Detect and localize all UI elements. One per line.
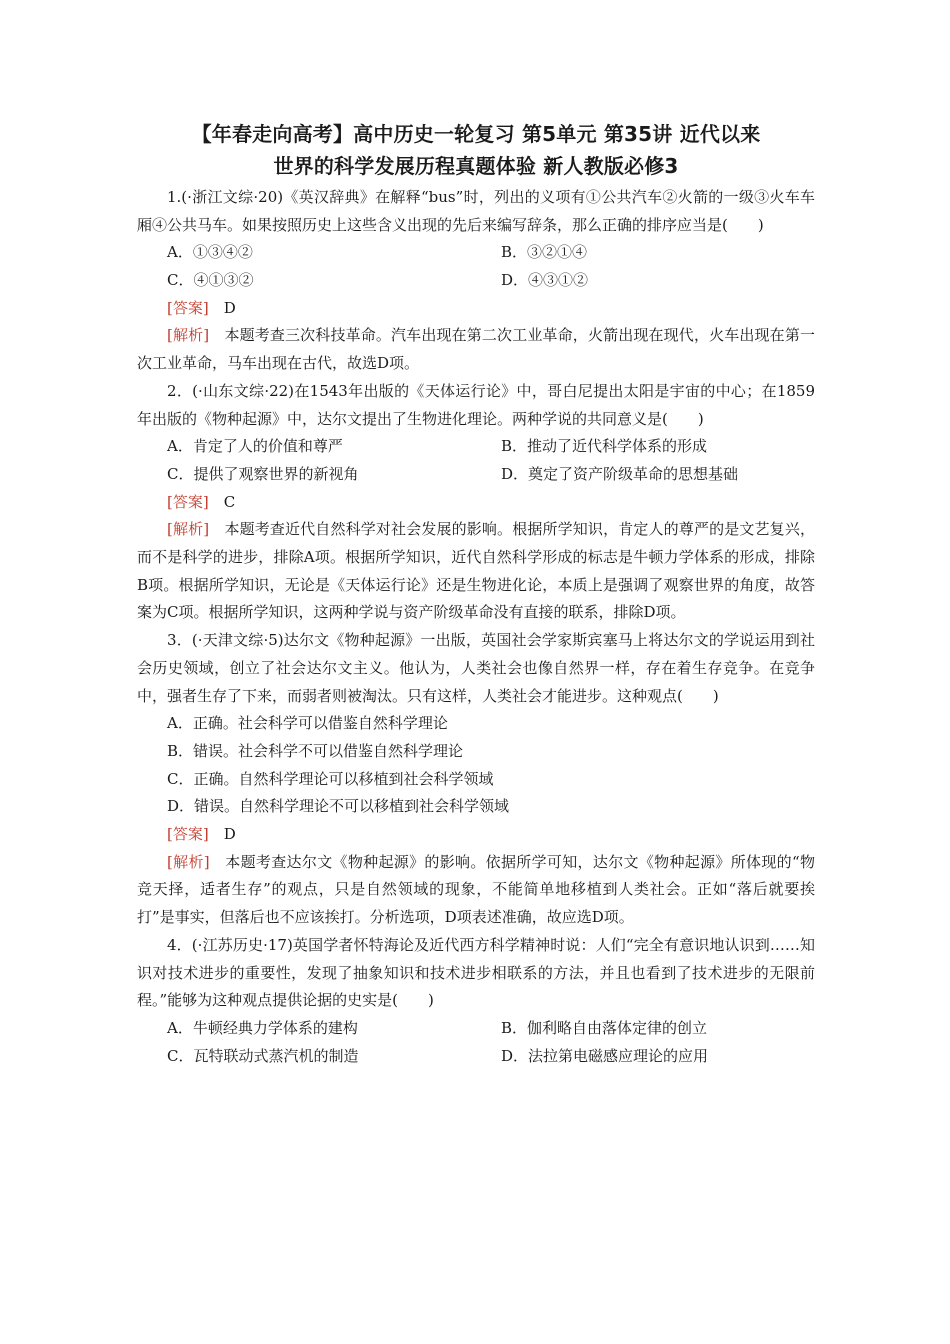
option-c: C．正确。自然科学理论可以移植到社会科学领域 xyxy=(167,769,494,788)
analysis-text: 本题考查三次科技革命。汽车出现在第二次工业革命，火箭出现在现代，火车出现在第一次工业革命，马车出现在古代，故选D项。 xyxy=(137,326,815,373)
option-b: B．推动了近代科学体系的形成 xyxy=(501,437,708,456)
document-page xyxy=(137,118,815,1070)
analysis-paragraph xyxy=(137,849,815,932)
answer-tag: [答案] xyxy=(167,492,209,511)
question-2 xyxy=(137,378,815,627)
analysis-paragraph xyxy=(137,322,815,377)
answer-tag: [答案] xyxy=(167,298,209,317)
question-stem: 3．(·天津文综·5)达尔文《物种起源》一出版，英国社会学家斯宾塞马上将达尔文的学说运用到社会历史领域，创立了社会达尔文主义。他认为，人类社会也像自然界一样，存在着生存竞争。在竞争中，强者生存了下来，而弱者则被淘汰。只有这样，人类社会才能进步。这种观点( ) xyxy=(137,631,815,705)
analysis-paragraph xyxy=(137,516,815,627)
option-c: C．提供了观察世界的新视角 xyxy=(167,464,359,483)
question-4 xyxy=(137,932,815,1070)
question-stem: 2．(·山东文综·22)在1543年出版的《天体运行论》中，哥白尼提出太阳是宇宙的中心；在1859年出版的《物种起源》中，达尔文提出了生物进化理论。两种学说的共同意义是( ) xyxy=(137,381,815,428)
answer-tag: [答案] xyxy=(167,825,209,844)
option-d: D．④③①② xyxy=(501,271,589,290)
title-line-1: 【年春走向高考】高中历史一轮复习 第5单元 第35讲 近代以来 xyxy=(191,122,761,146)
analysis-tag: [解析] xyxy=(167,520,210,539)
answer-line xyxy=(137,489,815,517)
answer-value: D xyxy=(223,298,236,317)
title-line-2: 世界的科学发展历程真题体验 新人教版必修3 xyxy=(273,154,679,178)
options xyxy=(137,433,815,488)
options xyxy=(137,1015,815,1070)
analysis-tag: [解析] xyxy=(167,852,210,871)
option-b: B．伽利略自由落体定律的创立 xyxy=(501,1018,708,1037)
option-a: A．正确。社会科学可以借鉴自然科学理论 xyxy=(167,714,448,733)
answer-line xyxy=(137,821,815,849)
answer-value: D xyxy=(223,825,236,844)
option-b: B．③②①④ xyxy=(501,243,588,262)
question-3 xyxy=(137,627,815,932)
option-b: B．错误。社会科学不可以借鉴自然科学理论 xyxy=(167,741,464,760)
analysis-text: 本题考查近代自然科学对社会发展的影响。根据所学知识，肯定人的尊严的是文艺复兴，而不是科学的进步，排除A项。根据所学知识，近代自然科学形成的标志是牛顿力学体系的形成，排除B项。根据所学知识，无论是《天体运行论》还是生物进化论，本质上是强调了观察世界的角度，故答案为C项。根据所学知识，这两种学说与资产阶级革命没有直接的联系，排除D项。 xyxy=(137,520,815,622)
question-stem: 1.(·浙江文综·20)《英汉辞典》在解释“bus”时，列出的义项有①公共汽车②火箭的一级③火车车厢④公共马车。如果按照历史上这些含义出现的先后来编写辞条，那么正确的排序应当是( ) xyxy=(137,188,815,234)
option-c: C．瓦特联动式蒸汽机的制造 xyxy=(167,1046,359,1065)
answer-value: C xyxy=(223,492,236,511)
option-a: A．①③④② xyxy=(167,243,253,262)
option-a: A．牛顿经典力学体系的建构 xyxy=(167,1018,358,1037)
option-d: D．奠定了资产阶级革命的思想基础 xyxy=(501,464,739,483)
option-d: D．错误。自然科学理论不可以移植到社会科学领域 xyxy=(167,797,510,816)
question-stem: 4．(·江苏历史·17)英国学者怀特海论及近代西方科学精神时说：人们“完全有意识地认识到……知识对技术进步的重要性，发现了抽象知识和技术进步相联系的方法，并且也看到了技术进步的无限前程。”能够为这种观点提供论据的史实是( ) xyxy=(137,935,815,1010)
options xyxy=(137,710,815,821)
document-title xyxy=(137,118,815,182)
option-a: A．肯定了人的价值和尊严 xyxy=(167,437,343,456)
answer-line xyxy=(137,295,815,323)
option-d: D．法拉第电磁感应理论的应用 xyxy=(501,1046,709,1065)
option-c: C．④①③② xyxy=(167,271,254,290)
analysis-text: 本题考查达尔文《物种起源》的影响。依据所学可知，达尔文《物种起源》所体现的“物竞天择，适者生存”的观点，只是自然领域的现象，不能简单地移植到人类社会。正如“落后就要挨打”是事实，但落后也不应该挨打。分析选项，D项表述准确，故应选D项。 xyxy=(137,852,815,927)
options xyxy=(137,239,815,294)
analysis-tag: [解析] xyxy=(167,326,210,345)
question-1 xyxy=(137,184,815,378)
